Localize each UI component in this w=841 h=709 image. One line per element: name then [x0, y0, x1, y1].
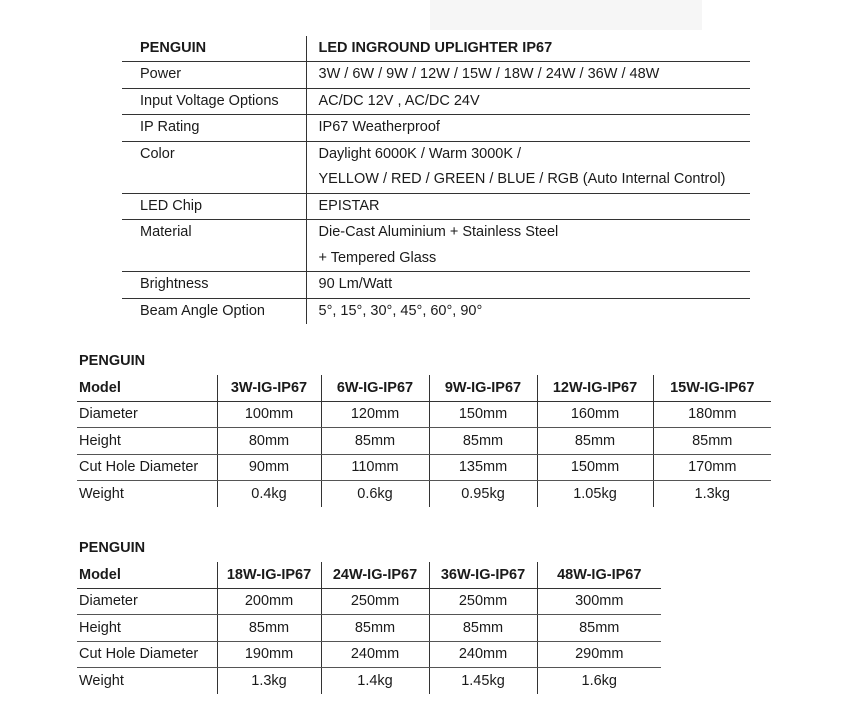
cell-value: 85mm — [537, 615, 661, 642]
table-row — [77, 454, 771, 481]
cell-value: 170mm — [653, 454, 771, 481]
spec-row — [122, 220, 750, 272]
cell-value: 100mm — [217, 401, 321, 428]
spec-value: Daylight 6000K / Warm 3000K / — [318, 145, 522, 162]
cell-value: 240mm — [429, 641, 537, 668]
cell-value: 85mm — [653, 428, 771, 455]
cell-value: 0.95kg — [429, 481, 537, 507]
cell-value: 85mm — [429, 428, 537, 455]
cell-value: 1.3kg — [653, 481, 771, 507]
spec-value: YELLOW / RED / GREEN / BLUE / RGB (Auto Internal Control) — [318, 171, 726, 187]
spec-row — [122, 272, 750, 299]
spec-value: EPISTAR — [318, 197, 380, 214]
row-label: Height — [77, 428, 217, 455]
cell-value: 85mm — [321, 615, 429, 642]
cell-value: 85mm — [429, 615, 537, 642]
cell-value: 200mm — [217, 588, 321, 615]
table-row — [77, 641, 661, 668]
spec-value: + Tempered Glass — [318, 249, 437, 266]
cell-value: 85mm — [217, 615, 321, 642]
spec-label: Beam Angle Option — [140, 302, 265, 319]
row-label: Diameter — [77, 401, 217, 428]
spec-row — [122, 298, 750, 324]
spec-row — [122, 115, 750, 142]
model-name: 36W-IG-IP67 — [429, 562, 537, 588]
model-name: 12W-IG-IP67 — [537, 375, 653, 401]
cell-value: 135mm — [429, 454, 537, 481]
model-header-row — [77, 562, 661, 588]
model-name: 15W-IG-IP67 — [653, 375, 771, 401]
spec-row — [122, 88, 750, 115]
spec-value: IP67 Weatherproof — [318, 119, 440, 135]
model-name: 6W-IG-IP67 — [321, 375, 429, 401]
table-row — [77, 615, 661, 642]
row-label: Diameter — [77, 588, 217, 615]
model-label: Model — [77, 562, 217, 588]
cell-value: 290mm — [537, 641, 661, 668]
spec-label: Color — [122, 141, 306, 193]
model-table-2 — [77, 562, 661, 694]
cell-value: 250mm — [321, 588, 429, 615]
spec-header-row — [122, 36, 750, 62]
table1-brand: PENGUIN — [79, 353, 146, 369]
row-label: Cut Hole Diameter — [77, 641, 217, 668]
spec-row — [122, 62, 750, 89]
spec-value: 5°, 15°, 30°, 45°, 60°, 90° — [318, 302, 483, 319]
spec-value: 90 Lm/Watt — [318, 276, 393, 292]
spec-label: Material — [122, 220, 306, 272]
cell-value: 150mm — [537, 454, 653, 481]
cell-value: 90mm — [217, 454, 321, 481]
cell-value: 160mm — [537, 401, 653, 428]
spec-label: Power — [122, 62, 306, 89]
cell-value: 190mm — [217, 641, 321, 668]
row-label: Weight — [79, 672, 124, 689]
cell-value: 0.6kg — [321, 481, 429, 507]
table-row — [77, 668, 661, 694]
cell-value: 85mm — [321, 428, 429, 455]
model-header-row — [77, 375, 771, 401]
cell-value: 1.6kg — [537, 668, 661, 694]
row-label: Cut Hole Diameter — [77, 454, 217, 481]
spec-brand: PENGUIN — [122, 36, 306, 62]
cell-value: 300mm — [537, 588, 661, 615]
cell-value: 250mm — [429, 588, 537, 615]
cell-value: 110mm — [321, 454, 429, 481]
table-row — [77, 428, 771, 455]
cell-value: 1.45kg — [429, 668, 537, 694]
spec-label: Brightness — [122, 272, 306, 299]
spec-label: IP Rating — [122, 115, 306, 142]
spec-row — [122, 193, 750, 220]
model-table-1 — [77, 375, 771, 507]
cell-value: 1.3kg — [217, 668, 321, 694]
cell-value: 85mm — [537, 428, 653, 455]
table2-brand: PENGUIN — [79, 540, 146, 556]
model-name: 48W-IG-IP67 — [537, 562, 661, 588]
row-label: Height — [77, 615, 217, 642]
row-label: Weight — [79, 485, 124, 502]
model-label: Model — [77, 375, 217, 401]
spec-product-title: LED INGROUND UPLIGHTER IP67 — [306, 36, 750, 62]
cell-value: 80mm — [217, 428, 321, 455]
spec-label: Input Voltage Options — [122, 88, 306, 115]
spec-table — [122, 36, 750, 324]
top-banner — [430, 0, 702, 30]
model-name: 9W-IG-IP67 — [429, 375, 537, 401]
cell-value: 0.4kg — [217, 481, 321, 507]
spec-value: AC/DC 12V , AC/DC 24V — [318, 92, 480, 109]
spec-value: 3W / 6W / 9W / 12W / 15W / 18W / 24W / 36W / 48W — [318, 66, 660, 82]
cell-value: 240mm — [321, 641, 429, 668]
table-row — [77, 401, 771, 428]
table-row — [77, 481, 771, 507]
cell-value: 120mm — [321, 401, 429, 428]
cell-value: 150mm — [429, 401, 537, 428]
spec-row — [122, 141, 750, 193]
cell-value: 180mm — [653, 401, 771, 428]
table-row — [77, 588, 661, 615]
spec-value: Die-Cast Aluminium + Stainless Steel — [318, 224, 559, 240]
cell-value: 1.4kg — [321, 668, 429, 694]
model-name: 3W-IG-IP67 — [217, 375, 321, 401]
cell-value: 1.05kg — [537, 481, 653, 507]
spec-label: LED Chip — [122, 193, 306, 220]
model-name: 24W-IG-IP67 — [321, 562, 429, 588]
model-name: 18W-IG-IP67 — [217, 562, 321, 588]
